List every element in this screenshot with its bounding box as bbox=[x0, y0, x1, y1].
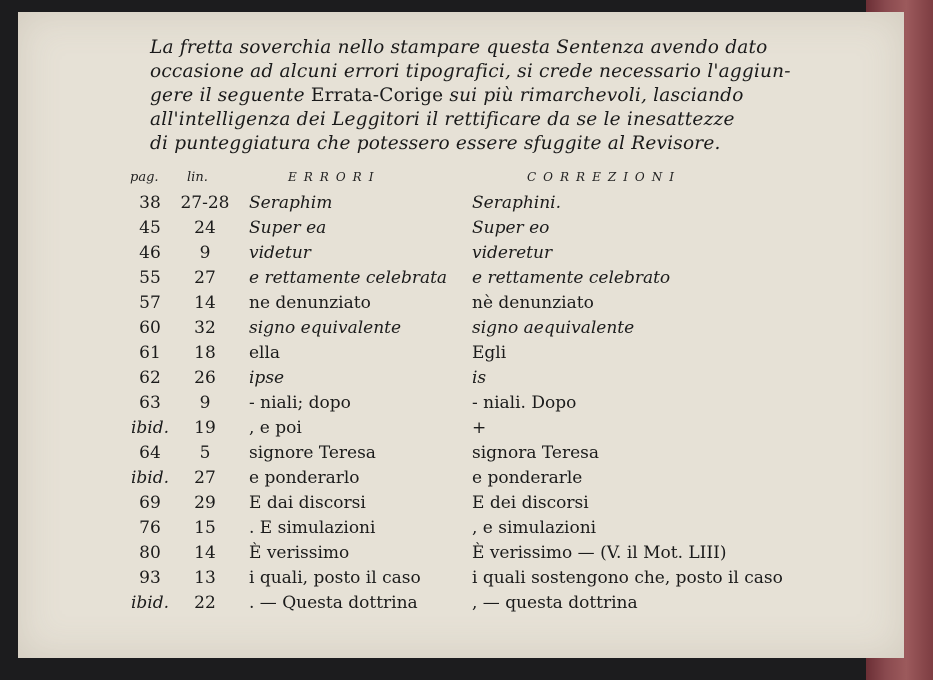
error-text: signo equivalente bbox=[249, 318, 402, 338]
table-row bbox=[0, 343, 933, 368]
correction-text: , — questa dottrina bbox=[472, 593, 638, 613]
correction-text: e ponderarle bbox=[472, 468, 583, 488]
table-row bbox=[0, 293, 933, 318]
correction-text: Super eo bbox=[472, 218, 550, 238]
correction-text: - niali. Dopo bbox=[472, 393, 577, 413]
line-number: 22 bbox=[194, 593, 216, 613]
intro-line: all'intelligenza dei Leggitori il rettificare da se le inesattezze bbox=[150, 109, 735, 130]
header-pag: pag. bbox=[130, 170, 159, 185]
line-number: 27-28 bbox=[180, 193, 230, 213]
error-text: ipse bbox=[249, 368, 285, 388]
page-number: ibid. bbox=[130, 593, 170, 613]
intro-line bbox=[150, 84, 790, 108]
correction-text: È verissimo — (V. il Mot. LIII) bbox=[472, 543, 727, 563]
correction-text: e rettamente celebrato bbox=[472, 268, 671, 288]
correction-text: signora Teresa bbox=[472, 443, 600, 463]
page-number: 80 bbox=[139, 543, 161, 563]
intro-line: La fretta soverchia nello stampare questa Sentenza avendo dato bbox=[150, 37, 768, 58]
line-number: 27 bbox=[194, 468, 216, 488]
correction-text: is bbox=[472, 368, 487, 388]
header-errori: ERRORI bbox=[288, 170, 381, 184]
table-row bbox=[0, 518, 933, 543]
errata-table bbox=[0, 193, 933, 618]
page-number: 45 bbox=[139, 218, 161, 238]
error-text: Super ea bbox=[249, 218, 327, 238]
page-number: 64 bbox=[139, 443, 161, 463]
error-text: . — Questa dottrina bbox=[249, 593, 418, 613]
correction-text: Egli bbox=[472, 343, 507, 363]
table-row bbox=[0, 218, 933, 243]
correction-text: , e simulazioni bbox=[472, 518, 597, 538]
line-number: 14 bbox=[194, 543, 216, 563]
table-row bbox=[0, 593, 933, 618]
table-row bbox=[0, 368, 933, 393]
table-row bbox=[0, 443, 933, 468]
correction-text: E dei discorsi bbox=[472, 493, 589, 513]
intro-line: occasione ad alcuni errori tipografici, si crede necessario l'aggiun- bbox=[150, 61, 791, 82]
correction-text: videretur bbox=[472, 243, 553, 263]
error-text: - niali; dopo bbox=[249, 393, 351, 413]
table-row bbox=[0, 543, 933, 568]
error-text: e ponderarlo bbox=[249, 468, 360, 488]
table-row bbox=[0, 268, 933, 293]
error-text: i quali, posto il caso bbox=[249, 568, 421, 588]
line-number: 26 bbox=[194, 368, 216, 388]
page-number: 46 bbox=[139, 243, 161, 263]
error-text: Seraphim bbox=[249, 193, 333, 213]
table-row bbox=[0, 418, 933, 443]
page-number: 63 bbox=[139, 393, 161, 413]
correction-text: signo aequivalente bbox=[472, 318, 635, 338]
line-number: 14 bbox=[194, 293, 216, 313]
page-number: 76 bbox=[139, 518, 161, 538]
page-number: 57 bbox=[139, 293, 161, 313]
table-row bbox=[0, 568, 933, 593]
error-text: ne denunziato bbox=[249, 293, 371, 313]
table-row bbox=[0, 193, 933, 218]
errata-corige-term: Errata-Corige bbox=[310, 85, 444, 106]
line-number: 19 bbox=[194, 418, 216, 438]
correction-text: Seraphini. bbox=[472, 193, 562, 213]
table-row bbox=[0, 393, 933, 418]
intro-paragraph bbox=[150, 36, 790, 156]
line-number: 29 bbox=[194, 493, 216, 513]
table-row bbox=[0, 318, 933, 343]
intro-line-post: sui più rimarchevoli, lasciando bbox=[443, 85, 744, 106]
page-number: 61 bbox=[139, 343, 161, 363]
intro-line: di punteggiatura che potessero essere sfuggite al Revisore. bbox=[150, 133, 721, 154]
page-number: 60 bbox=[139, 318, 161, 338]
correction-text: nè denunziato bbox=[472, 293, 594, 313]
error-text: , e poi bbox=[249, 418, 302, 438]
page-number: 62 bbox=[139, 368, 161, 388]
error-text: videtur bbox=[249, 243, 311, 263]
intro-line-pre: gere il seguente bbox=[150, 85, 311, 106]
error-text: E dai discorsi bbox=[249, 493, 366, 513]
error-text: È verissimo bbox=[249, 543, 350, 563]
error-text: ella bbox=[249, 343, 281, 363]
table-row bbox=[0, 493, 933, 518]
line-number: 5 bbox=[199, 443, 211, 463]
correction-text: + bbox=[472, 418, 487, 438]
header-correzioni: CORREZIONI bbox=[527, 170, 682, 184]
page-number: 69 bbox=[139, 493, 161, 513]
line-number: 13 bbox=[194, 568, 216, 588]
header-lin: lin. bbox=[187, 170, 208, 185]
table-row bbox=[0, 243, 933, 268]
table-row bbox=[0, 468, 933, 493]
line-number: 9 bbox=[199, 393, 211, 413]
page-number: 93 bbox=[139, 568, 161, 588]
error-text: . E simulazioni bbox=[249, 518, 376, 538]
page-number: ibid. bbox=[130, 418, 170, 438]
error-text: signore Teresa bbox=[249, 443, 376, 463]
correction-text: i quali sostengono che, posto il caso bbox=[472, 568, 783, 588]
page-number: ibid. bbox=[130, 468, 170, 488]
page-number: 38 bbox=[139, 193, 161, 213]
line-number: 24 bbox=[194, 218, 216, 238]
line-number: 9 bbox=[199, 243, 211, 263]
line-number: 18 bbox=[194, 343, 216, 363]
line-number: 15 bbox=[194, 518, 216, 538]
line-number: 27 bbox=[194, 268, 216, 288]
page-number: 55 bbox=[139, 268, 161, 288]
line-number: 32 bbox=[194, 318, 216, 338]
error-text: e rettamente celebrata bbox=[249, 268, 448, 288]
